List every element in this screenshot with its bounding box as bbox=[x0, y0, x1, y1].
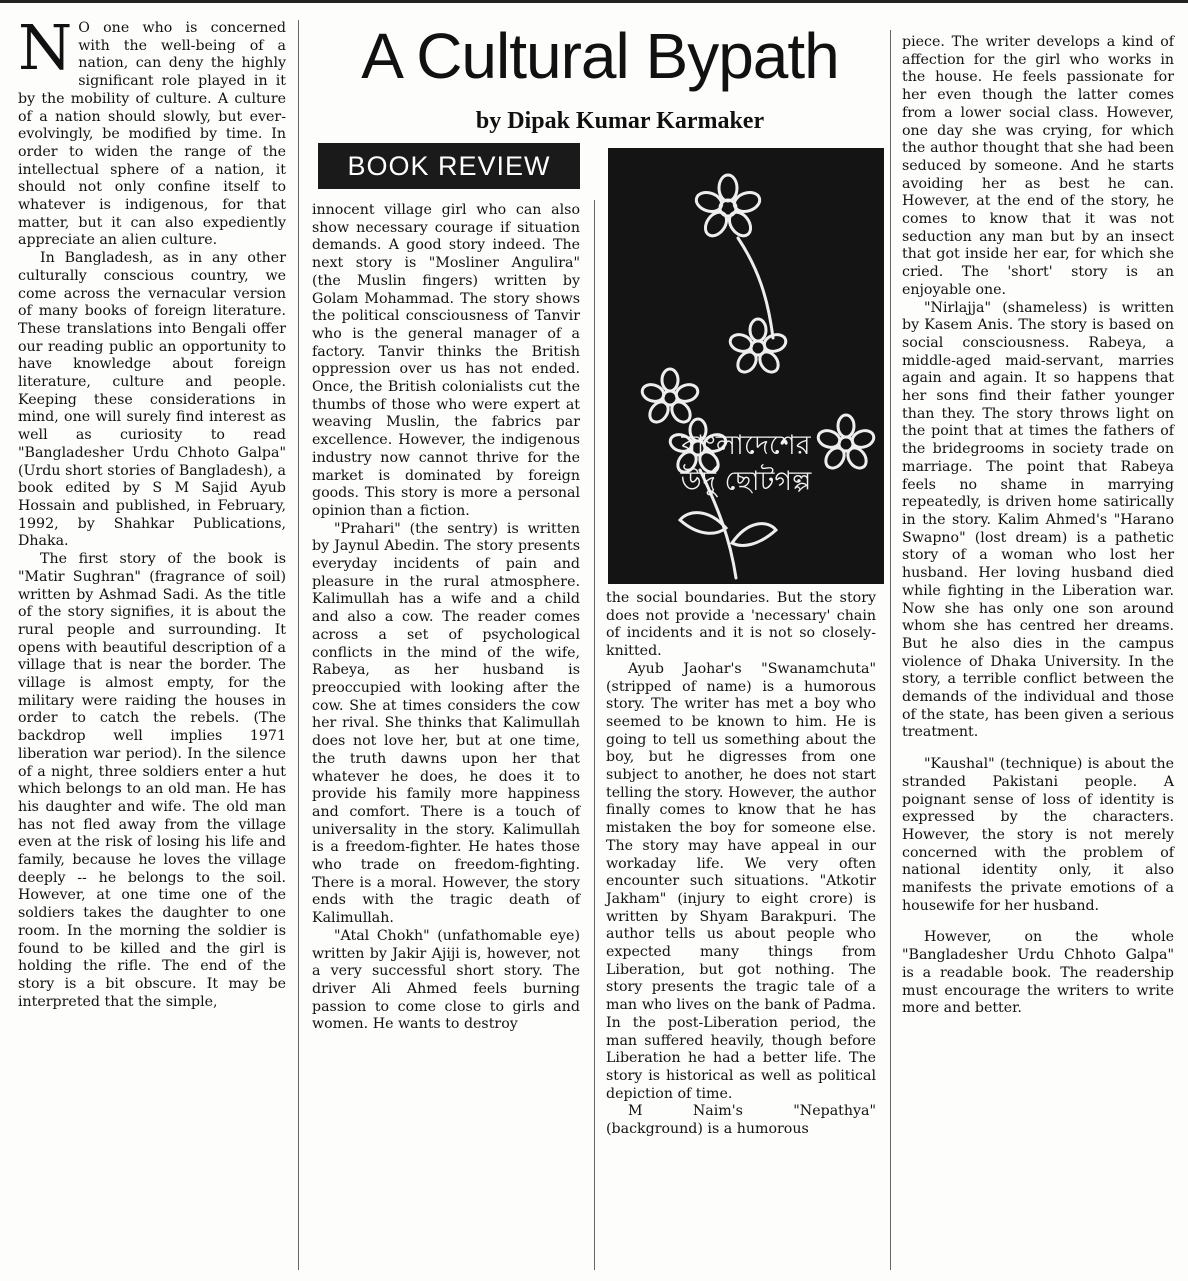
paragraph: "Kaushal" (technique) is about the stranded Pakistani people. A poignant sense of loss of identity is expressed by the characters. However, the story is not merely concerned with the problem of national identity only, it also manifests the private emotions of a housewife for her husband. bbox=[902, 756, 1174, 914]
paragraph: The first story of the book is "Matir Sughran" (fragrance of soil) written by Ashmad Sadi. As the title of the story signifies, it is about the rural people and surrounding. It opens with beautiful description of a village that is near the border. The village is almost empty, for the military were raiding the houses in order to catch the rebels. (The backdrop well implies 1971 liberation war period). In the silence of a night, three soldiers enter a hut which belongs to an old man. He has his daughter and wife. The old man has not fled away from the village even at the risk of losing his life and family, because he loves the village deeply -- he belongs to the soil. However, at one time one of the soldiers takes the daughter to one room. In the morning the soldier is found to be killed and the girl is holding the rifle. The end of the story is a bit obscure. It may be interpreted that the simple, bbox=[18, 551, 286, 1010]
flower-illustration bbox=[608, 148, 884, 584]
cover-title-line: বাংলাদেশের bbox=[681, 430, 811, 461]
paragraph: Ayub Jaohar's "Swanamchuta" (stripped of name) is a humorous story. The writer has met a boy who seemed to be known to him. He is going to tell us something about the boy, but he digresses from one subject to another, he does not start telling the story. However, the author finally comes to know that he has mistaken the boy for someone else. The story may have appeal in our workaday life. We very often encounter such situations. "Atkotir Jakham" (injury to eight crore) is written by Shyam Barakpuri. The author tells us about people who expected many things from Liberation, but got nothing. The story presents the tragic tale of a man who lives on the bank of Padma. In the post-Liberation period, the man suffered heavily, though before Liberation he had a better life. The story is historical as well as political depiction of time. bbox=[606, 660, 876, 1102]
drop-cap: N bbox=[18, 11, 73, 84]
paragraph: innocent village girl who can also show necessary courage if situation demands. A good story indeed. The next story is "Mosliner Angulira" (the Muslin fingers) written by Golam Mohammad. The story shows the political consciousness of Tanvir who is the general manager of a factory. Tanvir thinks the British oppression over us has not ended. Once, the British colonialists cut the thumbs of those who were expert at weaving Muslin, the fabrics par excellence. However, the indigenous industry now cannot thrive for the market is dominated by foreign goods. This story is more a personal opinion than a fiction. bbox=[312, 202, 580, 519]
book-cover-image bbox=[608, 148, 884, 584]
paragraph: M Naim's "Nepathya" (background) is a humorous bbox=[606, 1103, 876, 1138]
stem-icon bbox=[738, 238, 773, 338]
article-title: A Cultural Bypath bbox=[361, 20, 839, 92]
column-3 bbox=[606, 590, 876, 1139]
cover-title-line: উর্দু ছোটগল্প bbox=[680, 466, 812, 497]
paragraph: "Nirlajja" (shameless) is written by Kasem Anis. The story is based on social consciousness. Rabeya, a middle-aged maid-servant, marries again and again. It so happens that her sons find their father younger than they. The story throws light on the point that at times the fathers of the bridegrooms in society trade on marriage. The point that Rabeya feels no shame in marrying repeatedly, is driven home satirically in the story. Kalim Ahmed's "Harano Swapno" (lost dream) is a pathetic story of a woman who lost her husband. Her loving husband died while fighting in the Liberation war. Now she has only one son around whom she has centred her dreams. But he also dies in the campus violence of Dhaka University. In the story, a terrible conflict between the demands of the individual and those of the state, has been given a serious treatment. bbox=[902, 299, 1174, 741]
column-divider bbox=[298, 20, 299, 1270]
paragraph-text: O one who is concerned with the well-being of a nation, can deny the highly significant role played in it by the mobility of culture. A culture of a nation should slowly, but ever-evolvingly, be modified by time. In order to widen the range of the intellectual sphere of a nation, it should not only confine itself to whatever is indigenous, for that matter, but it can also expediently appreciate an alien culture. bbox=[18, 20, 286, 249]
column-4 bbox=[902, 34, 1174, 1018]
top-rule bbox=[0, 0, 1188, 3]
section-label: BOOK REVIEW bbox=[318, 143, 580, 189]
byline: by Dipak Kumar Karmaker bbox=[475, 108, 765, 134]
cover-title bbox=[608, 428, 884, 500]
paragraph: "Prahari" (the sentry) is written by Jaynul Abedin. The story presents everyday incidents of pain and pleasure in the rural atmosphere. Kalimullah has a wife and a child and also a cow. The reader comes across a set of psychological conflicts in the mind of the wife, Rabeya, as her husband is preoccupied with looking after the cow. She at times considers the cow her rival. She thinks that Kalimullah does not love her, but at one time, the truth dawns upon her that whatever he does, he does it to provide his family more happiness and comfort. There is a touch of universality in the story. Kalimullah is a freedom-fighter. He hates those who trade on freedom-fighting. There is a moral. However, the story ends with the tragic death of Kalimullah. bbox=[312, 520, 580, 927]
column-divider bbox=[594, 200, 595, 1270]
flower-icon bbox=[640, 369, 700, 426]
paragraph: In Bangladesh, as in any other culturally conscious country, we come across the vernacular version of many books of foreign literature. These translations into Bengali offer our reading public an opportunity to have knowledge about foreign literature, culture and people. Keeping these considerations in mind, one will surely find interest as well as curiosity to read "Bangladesher Urdu Chhoto Galpa" (Urdu short stories of Bangladesh), a book edited by S M Sajid Ayub Hossain and published, in February, 1992, by Shahkar Publications, Dhaka. bbox=[18, 250, 286, 550]
paragraph bbox=[18, 11, 286, 250]
column-2 bbox=[312, 202, 580, 1034]
flower-icon bbox=[694, 175, 762, 240]
flower-icon bbox=[728, 319, 788, 376]
leaf-icon bbox=[732, 524, 776, 546]
column-1 bbox=[18, 11, 286, 1011]
paragraph: However, on the whole "Bangladesher Urdu Chhoto Galpa" is a readable book. The readership must encourage the writers to write more and better. bbox=[902, 929, 1174, 1017]
column-divider bbox=[890, 30, 891, 1270]
paragraph: "Atal Chokh" (unfathomable eye) written by Jakir Ajiji is, however, not a very successful short story. The driver Ali Ahmed feels burning passion to come close to girls and women. He wants to destroy bbox=[312, 927, 580, 1033]
paragraph: the social boundaries. But the story does not provide a 'necessary' chain of incidents and it is not so closely-knitted. bbox=[606, 590, 876, 660]
paragraph: piece. The writer develops a kind of affection for the girl who works in the house. He feels passionate for her even though the latter comes from a lower social class. However, one day she was crying, for which the author thought that she had been seduced by someone. And he starts avoiding her as best he can. However, at the end of the story, he comes to know that it was not seduction any man but by an insect that got inside her ear, for which she cried. The 'short' story is an enjoyable one. bbox=[902, 34, 1174, 298]
